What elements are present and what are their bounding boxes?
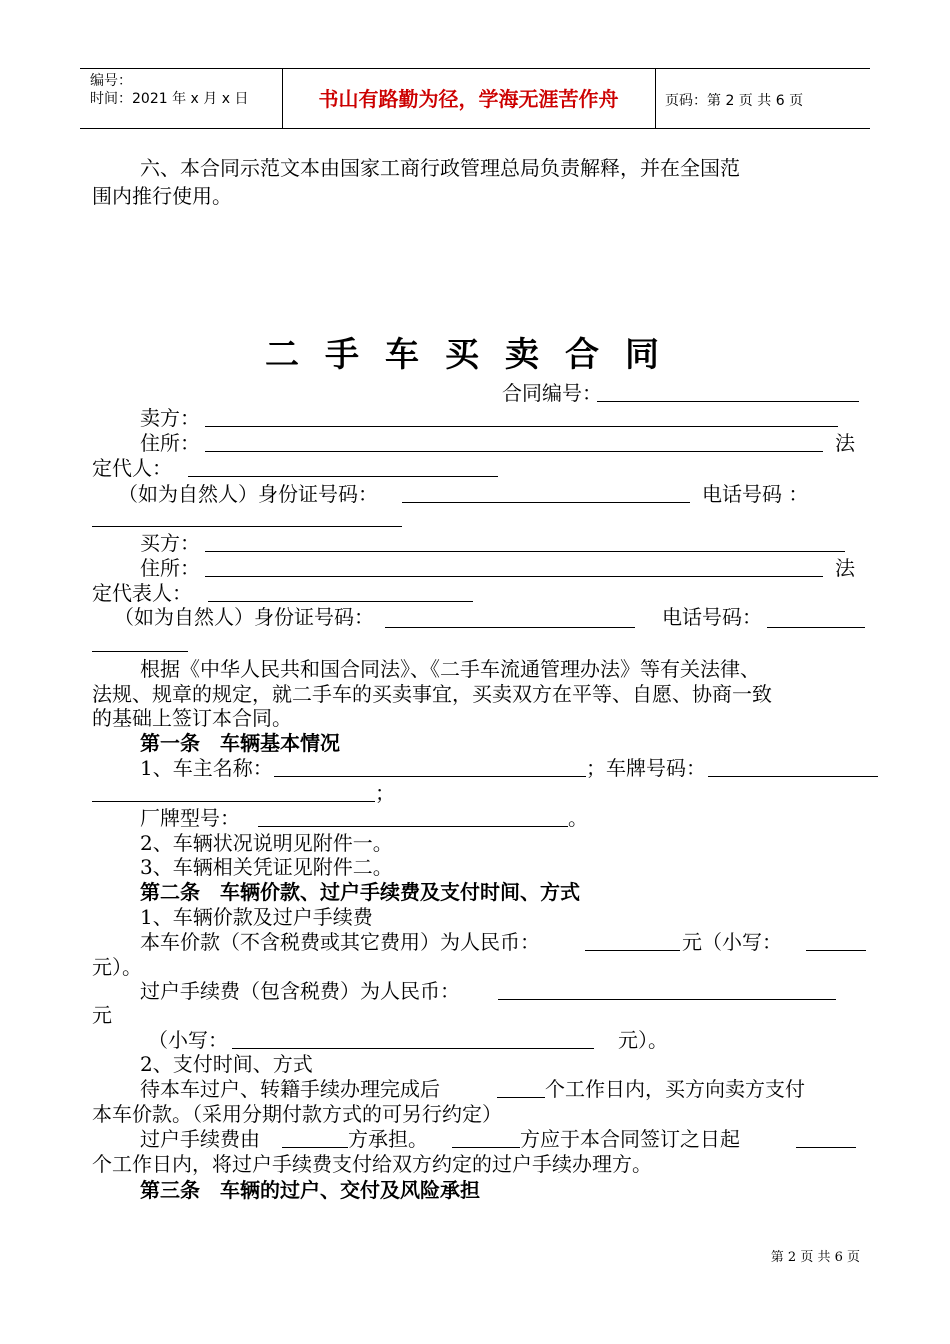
buyer-id-field[interactable] bbox=[385, 627, 635, 628]
fee-small-field[interactable] bbox=[232, 1048, 594, 1049]
article2-sub2: 2、支付时间、方式 bbox=[140, 1052, 313, 1076]
fee-days-field[interactable] bbox=[796, 1147, 856, 1148]
plate-field-a[interactable] bbox=[708, 776, 878, 777]
preamble-line-3: 的基础上签订本合同。 bbox=[92, 706, 292, 730]
buyer-legal-field[interactable] bbox=[208, 601, 473, 602]
seller-legal-label: 定代人： bbox=[92, 456, 172, 480]
fee-small-end: 元）。 bbox=[618, 1028, 668, 1052]
buyer-legal-label: 定代表人： bbox=[92, 581, 192, 605]
article1-item3: 3、车辆相关凭证见附件二。 bbox=[140, 855, 393, 879]
buyer-phone-field-b[interactable] bbox=[92, 651, 188, 652]
seller-phone-field[interactable] bbox=[92, 526, 402, 527]
price-end: 元）。 bbox=[92, 955, 142, 979]
fee-unit: 元 bbox=[92, 1003, 112, 1027]
model-label: 厂牌型号： bbox=[140, 806, 240, 830]
intro-line-2: 围内推行使用。 bbox=[92, 184, 232, 208]
buyer-address-field[interactable] bbox=[205, 576, 823, 577]
fee-party-field[interactable] bbox=[452, 1147, 520, 1148]
fee-pay-text-c: 方应于本合同签订之日起 bbox=[520, 1127, 740, 1151]
owner-label: 1、车主名称： bbox=[140, 756, 273, 780]
fee-pay-line-2: 个工作日内，将过户手续费支付给双方约定的过户手续办理方。 bbox=[92, 1152, 652, 1176]
fee-pay-text-a: 过户手续费由 bbox=[140, 1127, 260, 1151]
model-field[interactable] bbox=[258, 826, 568, 827]
contract-no-label: 合同编号： bbox=[502, 381, 602, 405]
price-unit: 元（小写： bbox=[682, 930, 782, 954]
header-top-rule bbox=[80, 68, 870, 69]
page-footer: 第 2 页 共 6 页 bbox=[770, 1250, 860, 1265]
article1-heading: 第一条 车辆基本情况 bbox=[140, 731, 340, 755]
contract-no-field[interactable] bbox=[597, 401, 859, 402]
buyer-phone-label: 电话号码： bbox=[662, 605, 762, 629]
header-motto: 书山有路勤为径，学海无涯苦作舟 bbox=[318, 87, 619, 111]
fee-label: 过户手续费（包含税费）为人民币： bbox=[140, 979, 460, 1003]
pay-days-field[interactable] bbox=[497, 1097, 545, 1098]
seller-id-field[interactable] bbox=[402, 502, 690, 503]
header-bottom-rule bbox=[80, 128, 870, 129]
header-time-label: 时间：2021 年 x 月 x 日 bbox=[90, 91, 249, 107]
article1-item2: 2、车辆状况说明见附件一。 bbox=[140, 831, 393, 855]
fee-small-label: （小写： bbox=[148, 1028, 228, 1052]
seller-legal-tail: 法 bbox=[835, 431, 855, 455]
seller-id-label: （如为自然人）身份证号码： bbox=[118, 482, 378, 506]
article3-heading: 第三条 车辆的过户、交付及风险承担 bbox=[140, 1178, 480, 1202]
seller-phone-label: 电话号码 ： bbox=[702, 482, 809, 506]
plate-field-b[interactable] bbox=[92, 801, 375, 802]
header-page-label: 页码：第 2 页 共 6 页 bbox=[665, 93, 804, 109]
owner-field[interactable] bbox=[274, 776, 586, 777]
model-period: 。 bbox=[568, 806, 588, 830]
pay-text-b: 个工作日内，买方向卖方支付 bbox=[545, 1077, 805, 1101]
plate-semicolon: ； bbox=[375, 781, 395, 805]
intro-line-1: 六、本合同示范文本由国家工商行政管理总局负责解释，并在全国范 bbox=[140, 156, 740, 180]
price-small-field[interactable] bbox=[806, 950, 866, 951]
pay-line-2: 本车价款。（采用分期付款方式的可另行约定） bbox=[92, 1102, 502, 1126]
seller-address-label: 住所： bbox=[140, 431, 200, 455]
article2-sub1: 1、车辆价款及过户手续费 bbox=[140, 905, 373, 929]
preamble-line-2: 法规、规章的规定，就二手车的买卖事宜，买卖双方在平等、自愿、协商一致 bbox=[92, 682, 772, 706]
buyer-legal-tail: 法 bbox=[835, 556, 855, 580]
buyer-id-label: （如为自然人）身份证号码： bbox=[114, 605, 374, 629]
buyer-name-field[interactable] bbox=[205, 551, 845, 552]
buyer-address-label: 住所： bbox=[140, 556, 200, 580]
seller-address-field[interactable] bbox=[205, 451, 823, 452]
price-field[interactable] bbox=[585, 950, 680, 951]
pay-text-a: 待本车过户、转籍手续办理完成后 bbox=[140, 1077, 440, 1101]
seller-name-label: 卖方： bbox=[140, 406, 200, 430]
seller-legal-field[interactable] bbox=[188, 476, 498, 477]
header-code-label: 编号： bbox=[90, 73, 132, 89]
fee-field[interactable] bbox=[498, 999, 836, 1000]
fee-pay-text-b: 方承担。 bbox=[348, 1127, 428, 1151]
seller-name-field[interactable] bbox=[205, 426, 838, 427]
preamble-line-1: 根据《中华人民共和国合同法》、《二手车流通管理办法》等有关法律、 bbox=[140, 657, 760, 681]
fee-payer-field[interactable] bbox=[282, 1147, 348, 1148]
price-label: 本车价款（不含税费或其它费用）为人民币： bbox=[140, 930, 540, 954]
header-divider-right bbox=[655, 68, 656, 128]
contract-title: 二手车买卖合同 bbox=[265, 335, 685, 375]
buyer-phone-field-a[interactable] bbox=[767, 627, 865, 628]
buyer-name-label: 买方： bbox=[140, 531, 200, 555]
article2-heading: 第二条 车辆价款、过户手续费及支付时间、方式 bbox=[140, 880, 580, 904]
plate-label: ；车牌号码： bbox=[586, 756, 706, 780]
